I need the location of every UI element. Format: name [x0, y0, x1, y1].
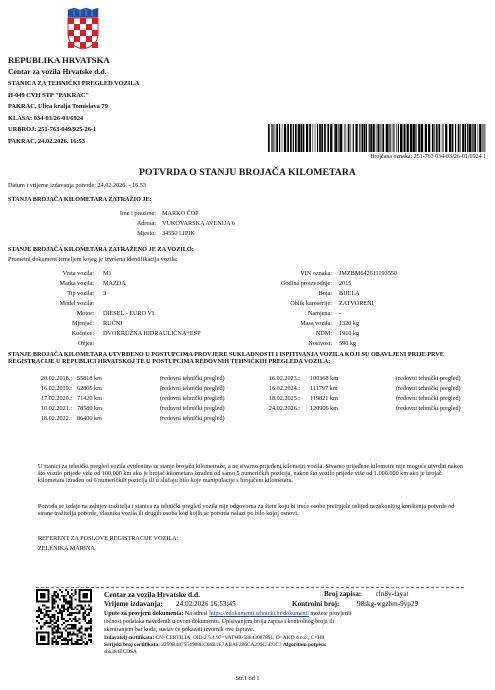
verify-line-1 — [104, 611, 352, 617]
place-date: PAKRAC, 24.02.2026. 16:53 — [8, 138, 85, 145]
vehicle-right-value: 1320 kg — [339, 320, 360, 327]
reading-date: 17.02.2020.: — [40, 395, 72, 402]
vehicle-right-value: - — [339, 310, 342, 317]
vehicle-left-value: M1 — [103, 270, 112, 277]
footer-org: Centar za vozila Hrvatske d.d. — [104, 590, 200, 599]
station-code: H-049 CVH STP "PAKRAC" — [8, 92, 90, 99]
vehicle-heading: STANJE BROJAČA KILOMETARA ZATRAŽENO JE ZA VOZILO: — [8, 246, 194, 253]
control-number: 98skg-wgzbm-9yp29 — [357, 600, 419, 608]
vehicle-left-label: Tip vozila: — [67, 290, 94, 297]
vehicle-right-label: Masa vozila: — [300, 320, 332, 327]
reading-type: (redovni tehnički pregled) — [396, 375, 461, 382]
requester-heading: STANJA BROJAČA KILOMETARA ZATRAŽIO JE: — [8, 196, 152, 203]
verify-post: možete provjeriti — [310, 611, 352, 617]
station-name: STANICA ZA TEHNIČKI PREGLED VOZILA — [8, 80, 140, 87]
center-name: Centar za vozila Hrvatske d.d. — [8, 67, 107, 76]
reading-km: 120906 km — [310, 405, 339, 412]
document-title: POTVRDA O STANJU BROJAČA KILOMETARA — [139, 167, 356, 178]
issued-time: 24.02.2026 16:53:45 — [176, 600, 236, 608]
reading-type: (redovni tehnički pregled) — [160, 375, 225, 382]
algo-value: sha384ECDSA — [104, 649, 137, 655]
cert-label: Izdavatelj certifikata: — [104, 635, 155, 641]
reading-km: 100368 km — [310, 375, 339, 382]
vehicle-left-value: 3 — [103, 290, 107, 297]
reading-date: 18.02.2022.: — [40, 415, 72, 422]
serial-label: Serijski broj certifikata: — [104, 642, 160, 648]
vehicle-right-label: Oblik karoserije: — [290, 300, 332, 307]
klasa: KLASA: 034-03/26-01/6924 — [8, 115, 84, 122]
vehicle-right-value: ZATVORENI — [339, 300, 374, 307]
vehicle-right-label: Godina proizvodnje: — [280, 280, 332, 287]
reading-date: 20.02.2018.: — [40, 375, 72, 382]
barcode-icon — [268, 124, 486, 152]
vehicle-right-value: BIJELA — [339, 290, 360, 297]
notice-odometer: U stanici za tehnički pregled vozila evidentira se stanje brojača kilometraže, a ne stvarno prijeđeni kilometri vozila. Stvarno prijeđene kilometre nije moguće utvrditi nakon što vozilo prijeđe više od 100.000 km ako je brojač kilometara izrađen od samo 5 numeričkih pozicija, nakon što vozilo prijeđe više od 1.000.000 km ako je brojač kilometara izrađen od 6 numeričkih pozicija ili u slučaju bilo koje manipulacije s brojačem kilometara. — [38, 463, 463, 485]
reading-km: 62805 km — [77, 385, 102, 392]
reading-type: (redovni tehnički pregled) — [160, 415, 225, 422]
reading-km: 86400 km — [77, 415, 102, 422]
requester-city: 34550 LIPIK — [162, 230, 195, 237]
reading-km: 78580 km — [77, 405, 102, 412]
serial-line — [104, 643, 327, 648]
requester-name: MARKO ČOP — [162, 210, 199, 217]
reading-date: 18.02.2025.: — [268, 395, 300, 402]
reading-type: (redovni tehnički pregled) — [160, 385, 225, 392]
vehicle-left-label: Mjenjač: — [72, 320, 94, 327]
reading-type: (redovni tehnički pregled) — [396, 395, 461, 402]
station-address: PAKRAC, Ulica kralja Tomislava 79 — [8, 103, 108, 110]
vehicle-right-label: Nosivost: — [308, 340, 332, 347]
e-document-footer — [104, 590, 464, 680]
requester-name-label: Ime i prezime: — [119, 210, 156, 217]
reading-km: 55818 km — [77, 375, 102, 382]
record-label: Broj zapisa: — [324, 590, 362, 598]
verify-line-2: točnost podataka navedenih u ovom dokumentu. Upisivanjem broja zapisa i kontrolnog broja ili — [104, 619, 335, 625]
control-label: Kontrolni broj: — [292, 600, 340, 608]
reading-type: (redovni tehnički pregled) — [160, 405, 225, 412]
vehicle-left-label: Ovjes: — [77, 340, 94, 347]
requester-address-label: Adresa: — [136, 220, 156, 227]
reading-date: 16.02.2023.: — [268, 375, 300, 382]
reading-date: 16.02.2024.: — [268, 385, 300, 392]
verify-link[interactable]: https://edokumenti.tehnicki.hr/dokumenti — [209, 611, 309, 617]
cert-line — [104, 636, 325, 641]
vehicle-left-value: RUČNI — [103, 320, 123, 327]
vehicle-right-label: VIN oznaka: — [300, 270, 332, 277]
reading-date: 16.02.2019.: — [40, 385, 72, 392]
vehicle-right-label: NDM: — [315, 330, 332, 337]
reading-date: 24.02.2026.: — [268, 405, 300, 412]
vehicle-details — [0, 271, 495, 351]
reading-type: (redovni tehnički pregled) — [396, 385, 461, 392]
barcode-number: Brojčana oznaka: 251-763 034-03/26-01/6924 1 — [370, 154, 486, 160]
vehicle-left-label: Marka vozila: — [59, 280, 94, 287]
requester-address: VUKOVARSKA AVENIJA 6 — [162, 220, 235, 227]
vehicle-right-value: 1910 kg — [339, 330, 360, 337]
referent-label: REFERENT ZA POSLOVE REGISTRACIJE VOZILA: — [38, 535, 179, 542]
reading-date: 10.02.2021.: — [40, 405, 72, 412]
issue-datetime: Datum i vrijeme izdavanja potvrde: 24.02.2026. - 16.53 — [8, 182, 146, 189]
vehicle-left-value: MAZDA — [103, 280, 126, 287]
footer-divider — [36, 587, 464, 588]
coat-of-arms-icon — [66, 6, 100, 50]
qr-code-icon[interactable] — [36, 589, 92, 645]
notice-liability: Potvrda se izdaje na zahtjev tražitelja i stanica za tehnički pregled vozila nije odgovorna za štetu koju bi treće osobe pretrpjele uslijed nezakonitog korištenja potvrde od strane tražitelja potvrde, vlasnika vozila ili drugih osoba kod kojih se potvrda nalazi po bilo kojoj osnovi. — [38, 503, 455, 518]
vehicle-left-label: Vrsta vozila: — [62, 270, 94, 277]
referent-name: ZELENIKA MARINA — [38, 545, 95, 552]
vehicle-left-value: DIESEL - EURO VI — [103, 310, 155, 317]
reading-type: (redovni tehnički pregled) — [396, 405, 461, 412]
reading-km: 71420 km — [77, 395, 102, 402]
vehicle-left-value: DVOKRUŽNA HIDRAULIČNA+ESP — [103, 330, 201, 337]
reading-km: 119821 km — [310, 395, 338, 402]
vehicle-right-label: Boja: — [318, 290, 332, 297]
urbroj: URBROJ: 251-763-049/925-26-1 — [8, 126, 97, 133]
issued-label: Vrijeme izdavanja: — [104, 600, 163, 608]
algo-label: Algoritam potpisa: — [283, 642, 327, 648]
vehicle-left-label: Motor: — [76, 310, 94, 317]
verify-heading: Upute za provjeru dokumenta: — [104, 611, 184, 617]
record-number: rfn8y-fayat — [376, 590, 409, 598]
verify-line-3: skeniranjem bar koda, sustav će pokazati izvornik ove isprave. — [104, 627, 255, 633]
vehicle-intro: Prometni dokument temeljem kojeg je izvršena identifikacija vozila: — [8, 256, 178, 263]
vehicle-right-value: 2015 — [339, 280, 352, 287]
vehicle-left-label: Kočnice: — [71, 330, 94, 337]
page-number: Str.1 od 1 — [235, 675, 260, 682]
vehicle-right-label: Namjena: — [307, 310, 332, 317]
verify-pre: Na adresi — [184, 611, 208, 617]
readings-table — [0, 376, 495, 438]
reading-km: 111797 km — [310, 385, 338, 392]
requester-city-label: Mjesto: — [137, 230, 156, 237]
cert-value: CN=CERTILIA, OID.2.5.4.97=VATHR-58843087891, O=AKD d.o.o., C=HR — [155, 635, 325, 641]
serial-value: 2250B487554988EC66B1E7ABAF286CA299C5D1C3 — [161, 642, 282, 648]
vehicle-right-value: JMZBM642611193550 — [339, 270, 397, 277]
readings-heading: STANJE BROJAČA KILOMETARA UTVRĐENO U POSTUPCIMA PROVJERE SUKLADNOSTI I ISPITIVANJA VOZILA KOJI SU OBAVLJENI PRIJE PRVE REGISTRACIJE U REPUBLICI HRVATSKOJ TE U POSTUPCIMA REDOVNIH TEHNIČKIH PREGLEDA VOZILA: — [8, 351, 444, 366]
reading-type: (redovni tehnički pregled) — [160, 395, 225, 402]
vehicle-right-value: 590 kg — [339, 340, 357, 347]
vehicle-left-label: Model vozila: — [59, 300, 94, 307]
country-name: REPUBLIKA HRVATSKA — [8, 55, 110, 65]
